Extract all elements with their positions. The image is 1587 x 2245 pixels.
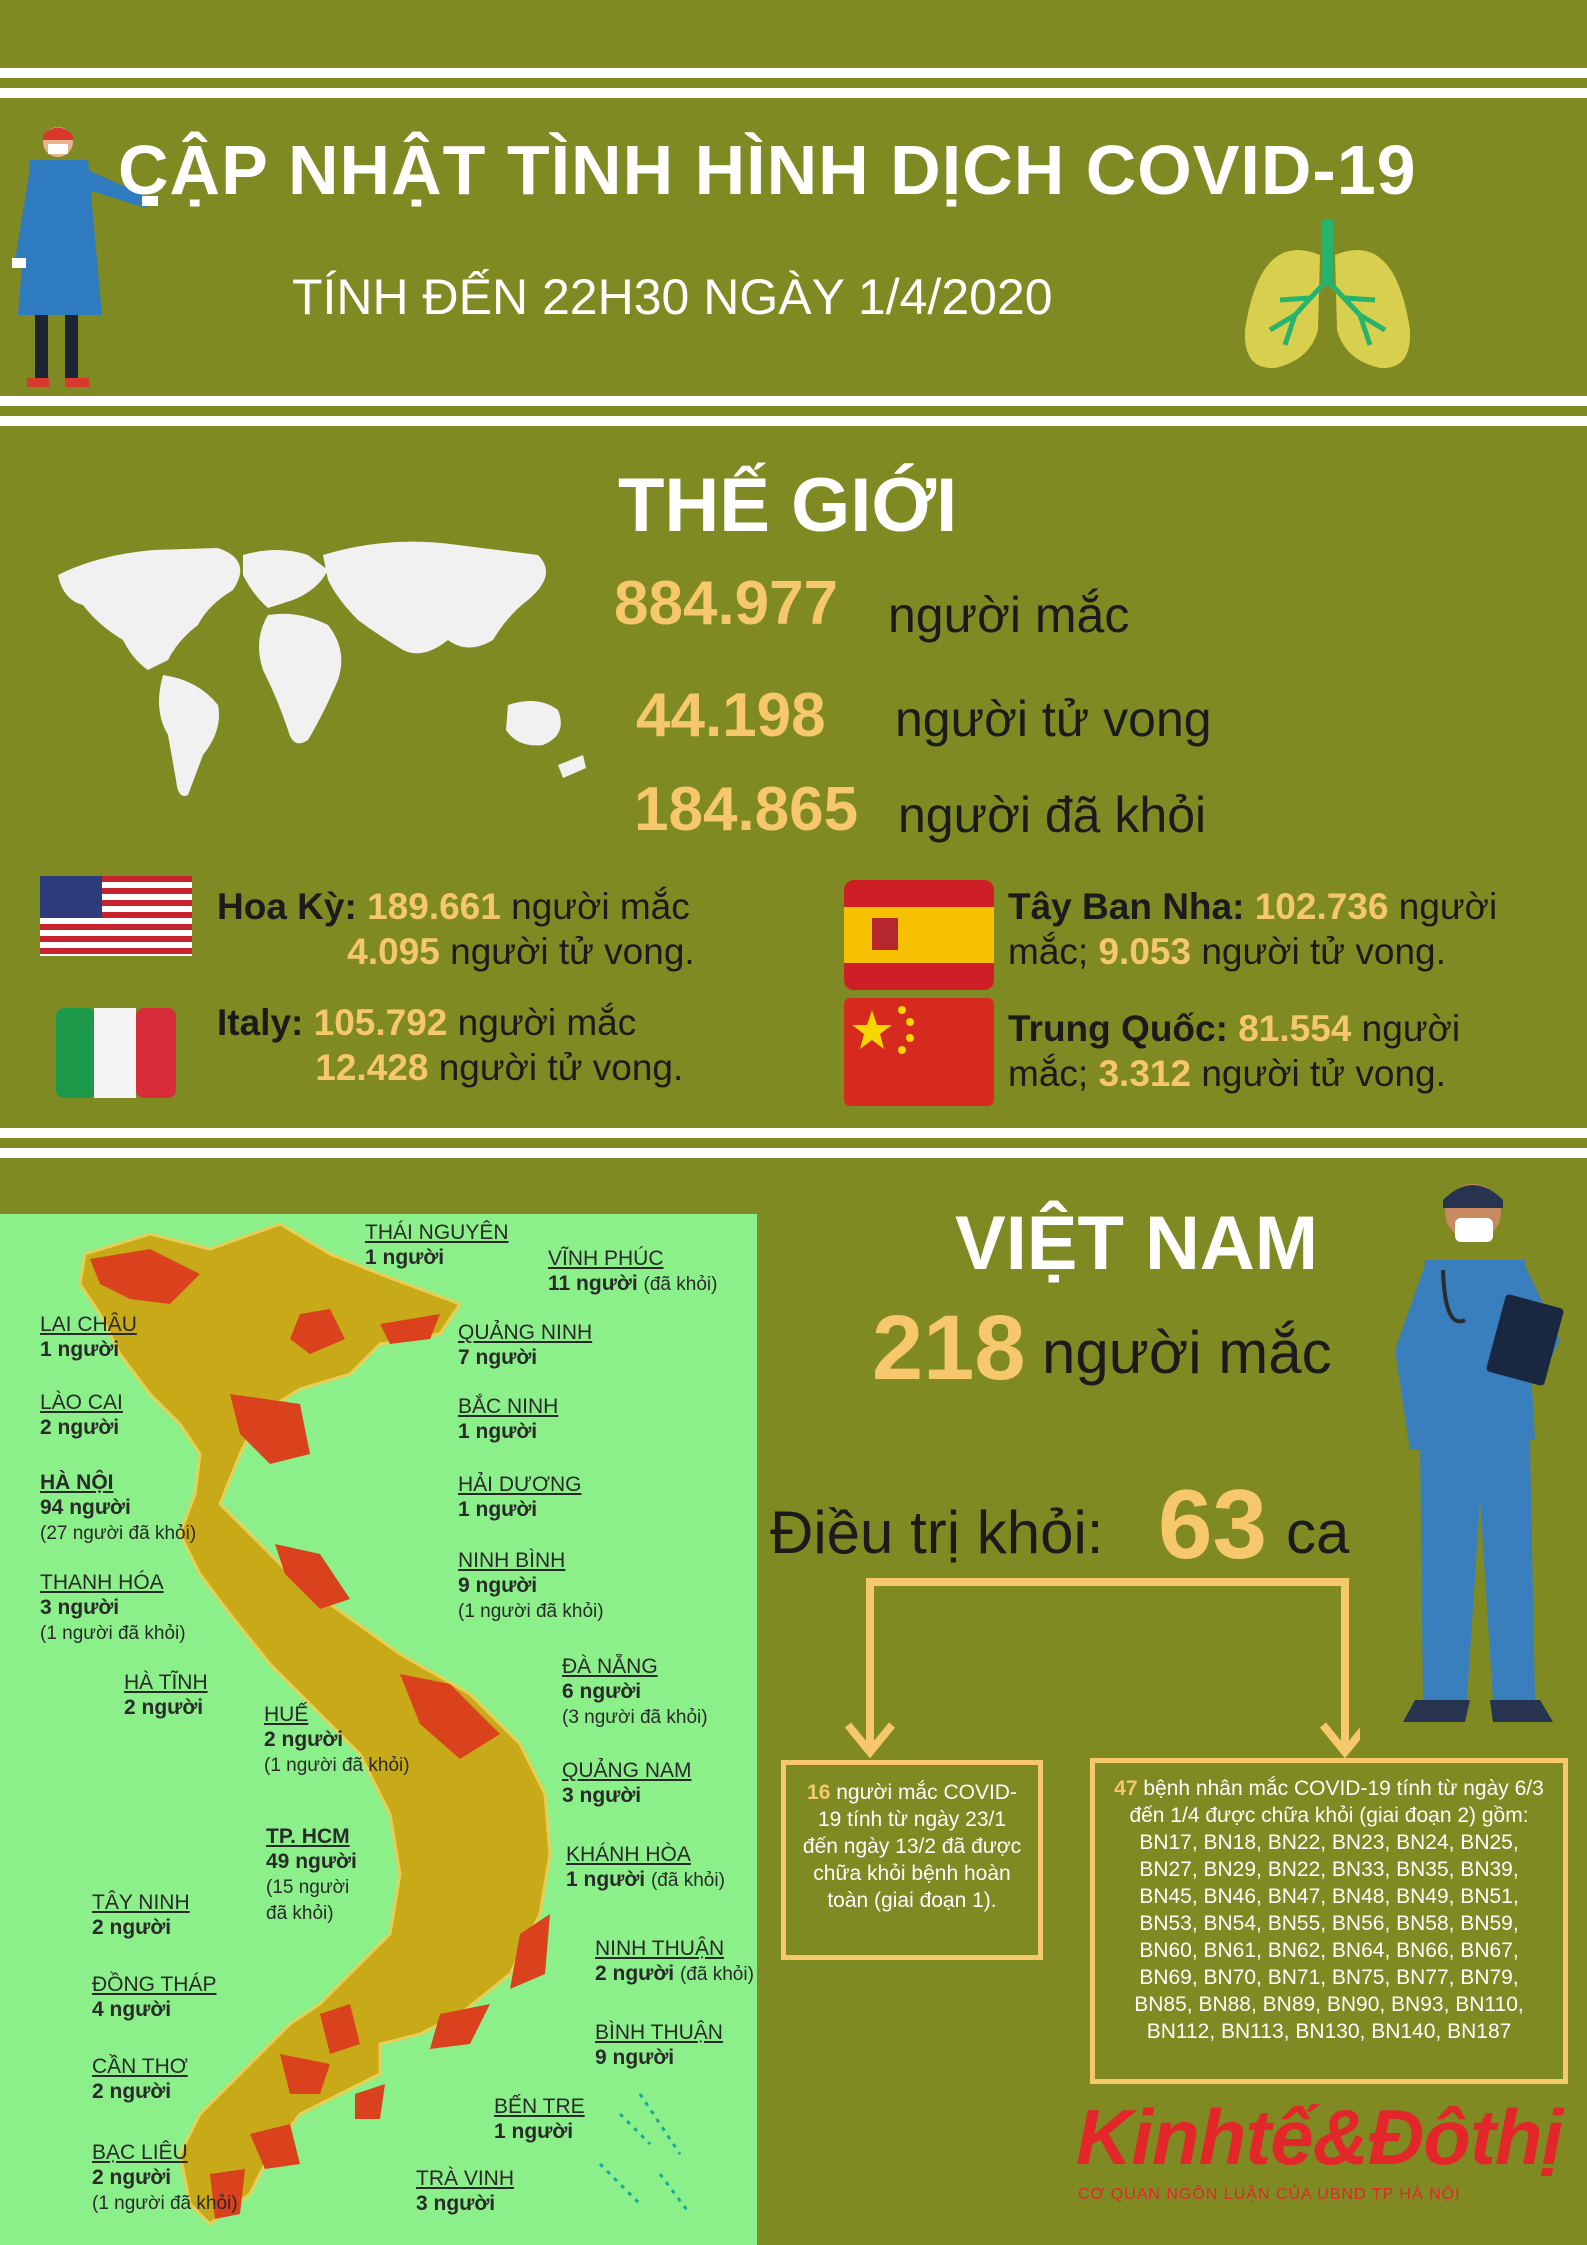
usa-cases-label: người mắc	[511, 886, 690, 927]
map-label: CẦN THƠ 2 người	[92, 2055, 188, 2103]
recovered-prefix: Điều trị khỏi:	[770, 1499, 1104, 1566]
italy-cases-label: người mắc	[457, 1002, 637, 1043]
map-label: NINH BÌNH 9 người (1 người đã khỏi)	[458, 1549, 604, 1622]
china-deaths: 3.312	[1098, 1053, 1192, 1094]
phase1-text: người mắc COVID-19 tính từ ngày 23/1 đến ngày 13/2 đã được chữa khỏi bệnh hoàn toàn (giai đoạn 1).	[802, 1781, 1022, 1912]
usa-flag-icon	[40, 876, 192, 956]
map-label: HÀ TĨNH 2 người	[124, 1671, 208, 1719]
map-label: NINH THUẬN 2 người (đã khỏi)	[595, 1937, 754, 1985]
map-label: KHÁNH HÒA 1 người (đã khỏi)	[566, 1843, 725, 1891]
map-label: HẢI DƯƠNG 1 người	[458, 1473, 582, 1521]
usa-deaths: 4.095	[347, 931, 440, 972]
spain-cases-label2: mắc;	[1008, 931, 1089, 972]
map-label: BẮC NINH 1 người	[458, 1395, 559, 1443]
spain-name: Tây Ban Nha:	[1008, 886, 1245, 927]
map-label: QUẢNG NAM 3 người	[562, 1759, 692, 1807]
italy-deaths: 12.428	[315, 1047, 429, 1088]
world-cases-label: người mắc	[888, 587, 1130, 643]
world-recovered-number: 184.865	[634, 775, 859, 844]
world-deaths-label: người tử vong	[895, 691, 1212, 747]
spain-cases: 102.736	[1254, 886, 1389, 927]
world-map-icon	[38, 530, 598, 810]
vietnam-map	[0, 1214, 757, 2245]
china-cases-label: người	[1361, 1008, 1461, 1049]
usa-stats	[217, 884, 777, 974]
italy-stats	[217, 1000, 777, 1090]
italy-flag-icon	[56, 1008, 176, 1098]
china-deaths-label: người tử vong.	[1201, 1053, 1446, 1094]
china-stats	[1008, 1006, 1548, 1096]
phase1-count: 16	[807, 1781, 831, 1804]
map-label: TRÀ VINH 3 người	[416, 2167, 515, 2215]
map-label: VĨNH PHÚC 11 người (đã khỏi)	[548, 1247, 718, 1295]
china-flag-icon	[844, 998, 994, 1106]
recovered-number: 63	[1158, 1469, 1268, 1579]
spain-stats	[1008, 884, 1548, 974]
vietnam-title: VIỆT NAM	[955, 1201, 1319, 1286]
publisher-tagline: CƠ QUAN NGÔN LUẬN CỦA UBND TP HÀ NỘI	[1078, 2186, 1461, 2203]
phase1-box	[781, 1760, 1043, 1960]
map-label: ĐÀ NẴNG 6 người (3 người đã khỏi)	[562, 1655, 708, 1728]
italy-cases: 105.792	[313, 1002, 448, 1043]
map-label: BÌNH THUẬN 9 người	[595, 2021, 723, 2069]
world-deaths-number: 44.198	[636, 681, 826, 750]
china-cases-label2: mắc;	[1008, 1053, 1089, 1094]
italy-name: Italy:	[217, 1002, 304, 1043]
phase2-text: bệnh nhân mắc COVID-19 tính từ ngày 6/3 đến 1/4 được chữa khỏi (giai đoạn 2) gồm: BN17, BN18, BN22, BN23, BN24, BN25, BN27, BN29, BN22, BN33, BN35, BN39, BN45, BN46, BN47, BN48, BN49, BN51, BN53, BN54, BN55, BN56, BN58, BN59, BN60, BN61, BN62, BN64, BN66, BN67, BN69, BN70, BN71, BN75, BN77, BN79, BN85, BN88, BN89, BN90, BN93, BN110, BN112, BN113, BN130, BN140, BN187	[1129, 1777, 1544, 2043]
divider	[0, 396, 1587, 406]
bracket-arrows	[840, 1570, 1360, 1760]
italy-deaths-label: người tử vong.	[438, 1047, 684, 1088]
china-cases: 81.554	[1238, 1008, 1352, 1049]
divider	[0, 88, 1587, 98]
world-title: THẾ GIỚI	[618, 463, 958, 548]
vietnam-cases-number: 218	[872, 1297, 1026, 1399]
page-subtitle: TÍNH ĐẾN 22H30 NGÀY 1/4/2020	[292, 269, 1053, 325]
world-cases-number: 884.977	[614, 569, 839, 638]
spain-deaths: 9.053	[1098, 931, 1192, 972]
usa-deaths-label: người tử vong.	[450, 931, 695, 972]
publisher-logo: Kinhtế&Đôthị	[1076, 2093, 1563, 2181]
nurse-illustration	[1385, 1170, 1585, 1760]
lungs-icon	[1240, 220, 1415, 385]
vietnam-cases-label: người mắc	[1042, 1319, 1332, 1386]
map-label: BẾN TRE 1 người	[494, 2095, 585, 2143]
phase2-count: 47	[1114, 1777, 1138, 1800]
page-title: CẬP NHẬT TÌNH HÌNH DỊCH COVID-19	[118, 131, 1417, 209]
china-name: Trung Quốc:	[1008, 1008, 1228, 1049]
usa-cases: 189.661	[367, 886, 501, 927]
map-label: QUẢNG NINH 7 người	[458, 1321, 593, 1369]
map-label: TP. HCM 49 người (15 người đã khỏi)	[266, 1825, 357, 1924]
map-label: HUẾ 2 người (1 người đã khỏi)	[264, 1703, 410, 1776]
phase2-box	[1090, 1758, 1568, 2084]
map-label: THÁI NGUYÊN 1 người	[365, 1221, 509, 1269]
spain-flag-icon	[844, 880, 994, 990]
recovered-suffix: ca	[1286, 1499, 1350, 1566]
usa-name: Hoa Kỳ:	[217, 886, 357, 927]
spain-cases-label: người	[1398, 886, 1498, 927]
spain-deaths-label: người tử vong.	[1201, 931, 1446, 972]
map-label: THANH HÓA 3 người (1 người đã khỏi)	[40, 1571, 186, 1644]
map-label: HÀ NỘI 94 người (27 người đã khỏi)	[40, 1471, 197, 1544]
world-recovered-label: người đã khỏi	[898, 787, 1207, 843]
map-label: LAI CHÂU 1 người	[40, 1313, 137, 1361]
map-label: TÂY NINH 2 người	[92, 1891, 190, 1939]
map-label: BẠC LIÊU 2 người (1 người đã khỏi)	[92, 2141, 238, 2214]
map-label: LÀO CAI 2 người	[40, 1391, 123, 1439]
divider	[0, 1148, 1587, 1158]
divider	[0, 1128, 1587, 1138]
map-label: ĐỒNG THÁP 4 người	[92, 1973, 217, 2021]
divider	[0, 68, 1587, 78]
divider	[0, 416, 1587, 426]
